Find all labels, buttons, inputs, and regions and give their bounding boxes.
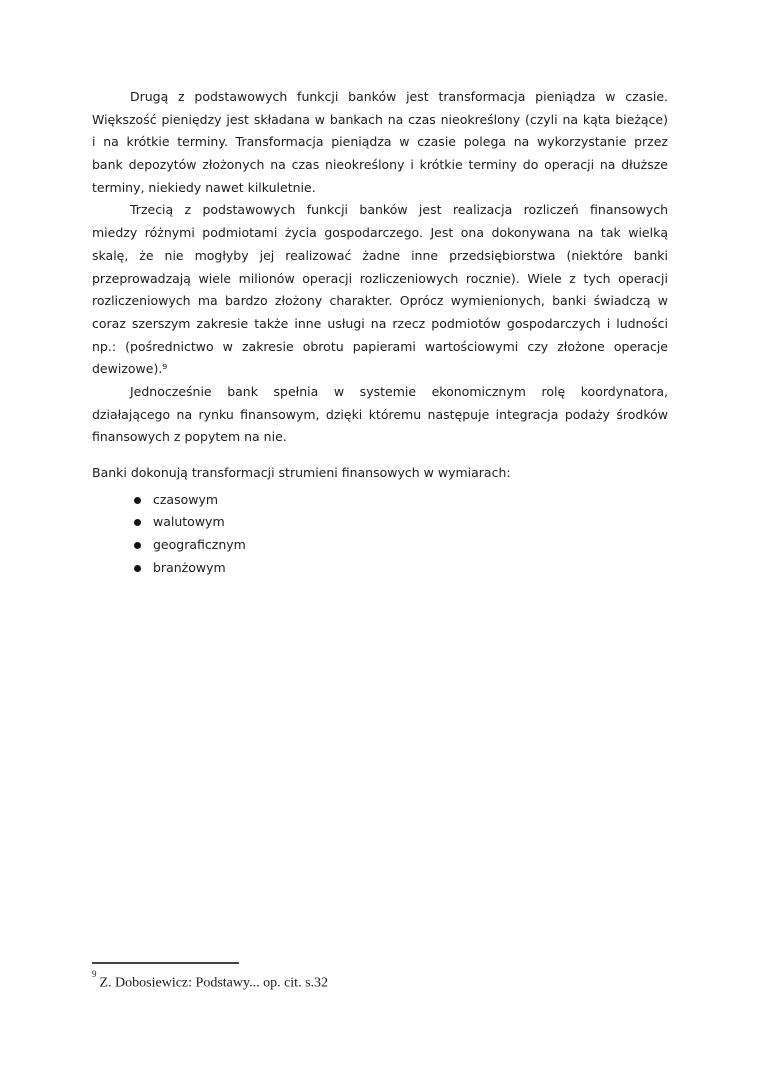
bullet-item: [92, 534, 668, 557]
bullet-icon: [134, 565, 141, 572]
bullet-item-label: geograficznym: [153, 537, 246, 553]
footnote-text: [92, 969, 668, 993]
text-line: coraz szerszym zakresie także inne usługi na rzecz podmiotów gospodarczych i ludności: [92, 315, 668, 331]
text-line: Drugą z podstawowych funkcji banków jest transformacja pieniądza w czasie.: [130, 89, 668, 104]
footnote: [92, 962, 668, 993]
text-line: rozliczeniowych ma bardzo złożony charakter. Oprócz wymienionych, banki świadczą w: [92, 293, 668, 309]
text-line: finansowych z popytem na nie.: [92, 429, 287, 445]
bullet-item-label: czasowym: [153, 491, 219, 507]
text-line: dewizowe).⁹: [92, 361, 168, 377]
text-line: bank depozytów złożonych na czas nieokreślony i krótkie terminy do operacji na dłuższe: [92, 157, 668, 173]
document-content: [92, 86, 668, 579]
bullet-icon: [134, 542, 141, 549]
bullet-item: [92, 557, 668, 580]
paragraph-spacer: [92, 449, 668, 462]
text-line: miedzy różnymi podmiotami życia gospodarczego. Jest ona dokonywana na tak wielką: [92, 225, 668, 241]
bullet-item-label: branżowym: [153, 559, 226, 575]
bullet-item: [92, 511, 668, 534]
text-line: np.: (pośrednictwo w zakresie obrotu papierami wartościowymi czy złożone operacje: [92, 338, 668, 354]
text-line: terminy, niekiedy nawet kilkuletnie.: [92, 179, 316, 195]
text-line: skalę, że nie mogłyby jej realizować żadne inne przedsiębiorstwa (niektóre banki: [92, 247, 668, 263]
paragraph: [92, 86, 668, 199]
bullet-item-label: walutowym: [153, 514, 225, 530]
footnote-marker: 9: [92, 968, 97, 979]
bullet-item: [92, 489, 668, 512]
text-line: Trzecią z podstawowych funkcji banków jest realizacja rozliczeń finansowych: [130, 202, 668, 218]
text-line: Większość pieniędzy jest składana w bankach na czas nieokreślony (czyli na kąta bieżące): [92, 111, 668, 127]
paragraph: [92, 199, 668, 381]
text-line: Jednocześnie bank spełnia w systemie ekonomicznym rolę koordynatora,: [130, 383, 668, 399]
bullet-icon: [134, 497, 141, 504]
bullet-icon: [134, 519, 141, 526]
text-line: przeprowadzają wiele milionów operacji rozliczeniowych rocznie). Wiele z tych operacji: [92, 270, 668, 286]
paragraph: [92, 381, 668, 449]
text-line: Banki dokonują transformacji strumieni finansowych w wymiarach:: [92, 465, 511, 480]
paragraph: [92, 462, 668, 485]
footnote-citation: Z. Dobosiewicz: Podstawy... op. cit. s.32: [99, 975, 329, 991]
text-line: działającego na rynku finansowym, dzięki któremu następuje integracja podaży środków: [92, 406, 668, 422]
bullet-list: [92, 489, 668, 580]
text-line: i na krótkie terminy. Transformacja pieniądza w czasie polega na wykorzystanie przez: [92, 134, 668, 150]
footnote-separator: [92, 962, 239, 964]
